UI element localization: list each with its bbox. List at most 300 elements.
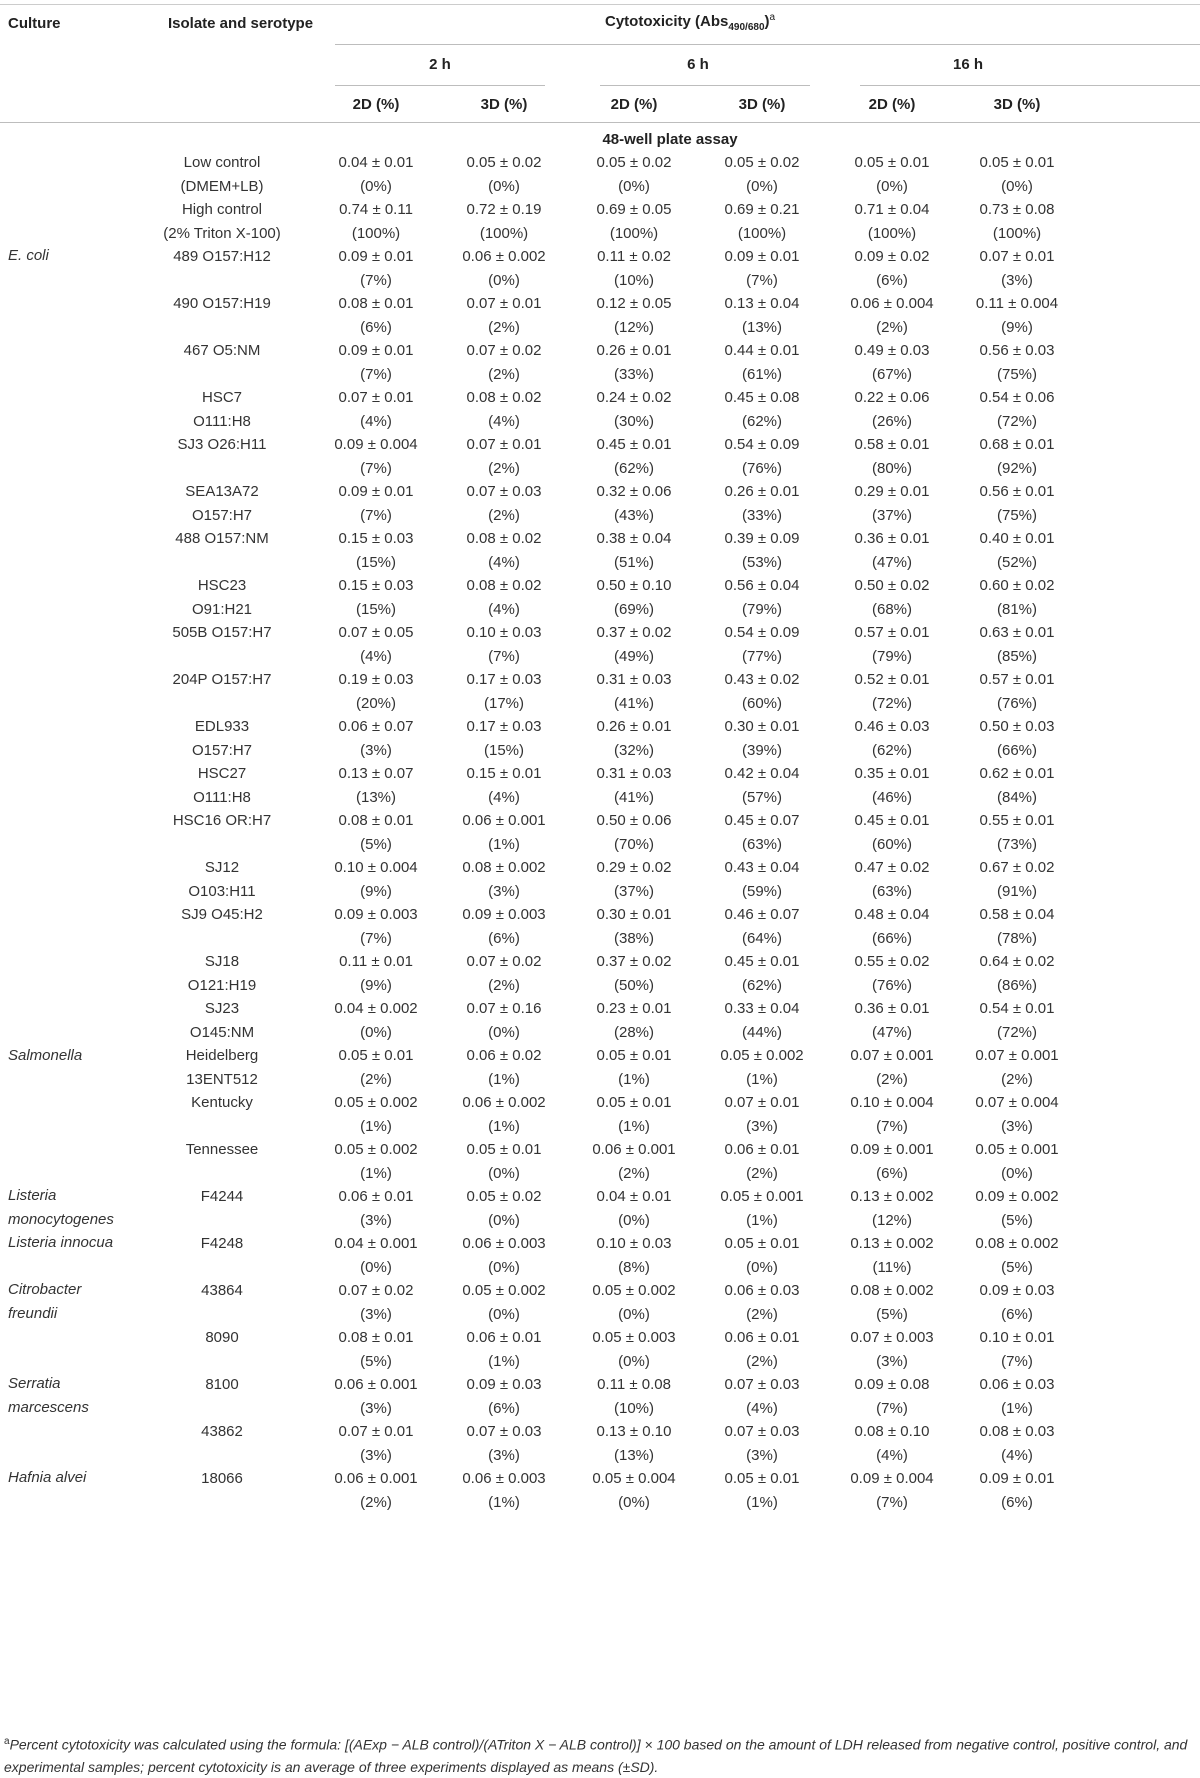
- isolate-line-1: SJ9 O45:H2: [181, 906, 263, 923]
- cell-percent: (2%): [618, 1164, 650, 1182]
- cell-value: 0.19 ± 0.03: [338, 671, 414, 688]
- cell-value: 0.68 ± 0.01: [979, 436, 1055, 453]
- cell-value: 0.36 ± 0.01: [854, 1000, 930, 1017]
- cell-value: 0.60 ± 0.02: [979, 577, 1055, 594]
- cell-percent: (8%): [618, 1258, 650, 1276]
- isolate-line-1: HSC7: [201, 389, 243, 406]
- isolate-line-1: 43862: [201, 1423, 243, 1440]
- cell-percent: (4%): [746, 1399, 778, 1417]
- cell-value: 0.05 ± 0.002: [462, 1282, 546, 1299]
- cell-percent: (2%): [488, 459, 520, 477]
- cell-value: 0.07 ± 0.01: [724, 1094, 800, 1111]
- cell-percent: (72%): [871, 694, 913, 712]
- cell-percent: (3%): [1001, 1117, 1033, 1135]
- header-col-2h-3d: 3D (%): [480, 96, 528, 113]
- cell-percent: (3%): [876, 1352, 908, 1370]
- cell-value: 0.06 ± 0.07: [338, 718, 414, 735]
- cell-percent: (79%): [741, 600, 783, 618]
- isolate-line-1: High control: [181, 201, 263, 218]
- cell-percent: (7%): [746, 271, 778, 289]
- cell-percent: (2%): [876, 318, 908, 336]
- cell-percent: (4%): [1001, 1446, 1033, 1464]
- cell-value: 0.09 ± 0.01: [724, 248, 800, 265]
- cell-value: 0.29 ± 0.01: [854, 483, 930, 500]
- cell-value: 0.54 ± 0.06: [979, 389, 1055, 406]
- header-isolate: Isolate and serotype: [168, 15, 314, 32]
- header-col-16h-2d: 2D (%): [868, 96, 916, 113]
- cell-percent: (7%): [360, 506, 392, 524]
- cell-value: 0.06 ± 0.004: [850, 295, 934, 312]
- culture-name: Salmonella: [8, 1047, 83, 1064]
- cell-value: 0.15 ± 0.03: [338, 530, 414, 547]
- cell-percent: (68%): [871, 600, 913, 618]
- cell-percent: (3%): [488, 1446, 520, 1464]
- cell-percent: (1%): [488, 1352, 520, 1370]
- cell-value: 0.08 ± 0.02: [466, 577, 542, 594]
- cell-percent: (7%): [360, 459, 392, 477]
- cell-value: 0.62 ± 0.01: [979, 765, 1055, 782]
- cell-percent: (62%): [613, 459, 655, 477]
- isolate-line-1: Heidelberg: [185, 1047, 259, 1064]
- cell-percent: (10%): [613, 1399, 655, 1417]
- cell-percent: (43%): [613, 506, 655, 524]
- cell-value: 0.09 ± 0.03: [979, 1282, 1055, 1299]
- cell-value: 0.67 ± 0.02: [979, 859, 1055, 876]
- header-col-6h-2d: 2D (%): [610, 96, 658, 113]
- cell-value: 0.47 ± 0.02: [854, 859, 930, 876]
- cell-value: 0.06 ± 0.01: [724, 1329, 800, 1346]
- cell-percent: (7%): [360, 271, 392, 289]
- cell-percent: (9%): [360, 882, 392, 900]
- cell-value: 0.08 ± 0.01: [338, 812, 414, 829]
- section-title: 48-well plate assay: [602, 131, 738, 148]
- culture-name: Listeria innocua: [8, 1234, 114, 1251]
- cell-percent: (0%): [360, 1023, 392, 1041]
- culture-name: E. coli: [8, 247, 49, 264]
- cell-percent: (3%): [488, 882, 520, 900]
- cell-value: 0.08 ± 0.02: [466, 389, 542, 406]
- cell-percent: (100%): [867, 224, 917, 242]
- cell-value: 0.07 ± 0.02: [466, 953, 542, 970]
- cell-value: 0.08 ± 0.002: [975, 1235, 1059, 1252]
- cell-value: 0.07 ± 0.02: [338, 1282, 414, 1299]
- cell-percent: (1%): [488, 1493, 520, 1511]
- cell-value: 0.17 ± 0.03: [466, 718, 542, 735]
- cell-percent: (73%): [996, 835, 1038, 853]
- cell-percent: (86%): [996, 976, 1038, 994]
- cell-percent: (6%): [488, 1399, 520, 1417]
- isolate-line-1: HSC16 OR:H7: [172, 812, 272, 829]
- culture-name: Hafnia alvei: [8, 1469, 87, 1486]
- cell-value: 0.37 ± 0.02: [596, 624, 672, 641]
- cell-percent: (79%): [871, 647, 913, 665]
- cell-percent: (1%): [488, 1117, 520, 1135]
- cell-percent: (6%): [360, 318, 392, 336]
- cell-percent: (81%): [996, 600, 1038, 618]
- cell-percent: (49%): [613, 647, 655, 665]
- cell-value: 0.05 ± 0.001: [975, 1141, 1059, 1158]
- cell-value: 0.08 ± 0.01: [338, 1329, 414, 1346]
- cell-value: 0.24 ± 0.02: [596, 389, 672, 406]
- cell-value: 0.05 ± 0.01: [596, 1047, 672, 1064]
- cell-value: 0.57 ± 0.01: [854, 624, 930, 641]
- cell-percent: (2%): [1001, 1070, 1033, 1088]
- cell-value: 0.11 ± 0.01: [339, 953, 413, 970]
- cell-value: 0.57 ± 0.01: [979, 671, 1055, 688]
- cell-percent: (2%): [488, 365, 520, 383]
- culture-name: Serratia marcescens: [8, 1375, 89, 1416]
- cell-value: 0.09 ± 0.004: [334, 436, 418, 453]
- cell-percent: (4%): [360, 412, 392, 430]
- cell-value: 0.07 ± 0.01: [338, 389, 414, 406]
- cell-percent: (28%): [613, 1023, 655, 1041]
- cell-value: 0.08 ± 0.01: [338, 295, 414, 312]
- cell-percent: (7%): [876, 1493, 908, 1511]
- cell-value: 0.07 ± 0.03: [466, 1423, 542, 1440]
- table-top-rule: [0, 4, 1200, 5]
- cell-value: 0.07 ± 0.01: [466, 436, 542, 453]
- cell-percent: (100%): [479, 224, 529, 242]
- cell-percent: (62%): [741, 412, 783, 430]
- cell-value: 0.50 ± 0.03: [979, 718, 1055, 735]
- cell-percent: (6%): [876, 271, 908, 289]
- isolate-line-2: O103:H11: [188, 882, 256, 900]
- cell-value: 0.09 ± 0.01: [338, 342, 414, 359]
- cell-value: 0.10 ± 0.01: [979, 1329, 1055, 1346]
- isolate-line-2: O91:H21: [191, 600, 253, 618]
- cell-percent: (9%): [360, 976, 392, 994]
- cell-percent: (77%): [741, 647, 783, 665]
- cell-percent: (3%): [746, 1117, 778, 1135]
- cell-percent: (30%): [613, 412, 655, 430]
- cell-percent: (0%): [488, 1305, 520, 1323]
- cell-value: 0.54 ± 0.09: [724, 436, 800, 453]
- cell-value: 0.07 ± 0.003: [850, 1329, 934, 1346]
- cell-value: 0.44 ± 0.01: [724, 342, 800, 359]
- cell-percent: (2%): [488, 318, 520, 336]
- cell-value: 0.29 ± 0.02: [596, 859, 672, 876]
- isolate-line-1: 18066: [201, 1470, 243, 1487]
- cell-percent: (69%): [613, 600, 655, 618]
- cell-value: 0.05 ± 0.004: [592, 1470, 676, 1487]
- cell-percent: (7%): [876, 1399, 908, 1417]
- cell-value: 0.05 ± 0.003: [592, 1329, 676, 1346]
- cell-value: 0.09 ± 0.01: [338, 483, 414, 500]
- cell-percent: (3%): [360, 1211, 392, 1229]
- cell-value: 0.08 ± 0.002: [462, 859, 546, 876]
- cell-value: 0.13 ± 0.002: [850, 1235, 934, 1252]
- cell-value: 0.55 ± 0.01: [979, 812, 1055, 829]
- cell-percent: (39%): [741, 741, 783, 759]
- cell-value: 0.05 ± 0.01: [338, 1047, 414, 1064]
- cell-percent: (9%): [1001, 318, 1033, 336]
- header-rule-16h: [860, 85, 1200, 86]
- cell-percent: (0%): [488, 177, 520, 195]
- cell-percent: (2%): [876, 1070, 908, 1088]
- isolate-line-1: Kentucky: [191, 1094, 253, 1111]
- cell-value: 0.08 ± 0.02: [466, 530, 542, 547]
- header-cytotoxicity: Cytotoxicity $(Abs_{490/680})^a$: [605, 12, 776, 33]
- cell-percent: (7%): [876, 1117, 908, 1135]
- cell-percent: (3%): [1001, 271, 1033, 289]
- cell-value: 0.17 ± 0.03: [466, 671, 542, 688]
- cell-value: 0.74 ± 0.11: [339, 201, 413, 218]
- table-footnote: $^a$Percent cytotoxicity was calculated using the formula: [(AExp − ALB control)/(ATriton X − ALB control)] × 100 based on the amount of LDH released from negative control, positive control, and experimental samples; percent cytotoxicity is an average of three experiments displayed as means (±SD).: [4, 1736, 1188, 1775]
- header-rule-6h: [600, 85, 810, 86]
- cell-percent: (5%): [360, 1352, 392, 1370]
- cell-percent: (50%): [613, 976, 655, 994]
- isolate-line-2: (DMEM+LB): [180, 177, 264, 195]
- cell-percent: (37%): [613, 882, 655, 900]
- cell-value: 0.11 ± 0.08: [597, 1376, 671, 1393]
- cell-value: 0.05 ± 0.001: [720, 1188, 804, 1205]
- cell-value: 0.06 ± 0.002: [462, 248, 546, 265]
- cell-value: 0.26 ± 0.01: [724, 483, 800, 500]
- cell-percent: (60%): [741, 694, 783, 712]
- cell-value: 0.06 ± 0.002: [462, 1094, 546, 1111]
- header-col-2h-2d: 2D (%): [352, 96, 400, 113]
- cell-value: 0.08 ± 0.002: [850, 1282, 934, 1299]
- cell-value: 0.63 ± 0.01: [979, 624, 1055, 641]
- cell-percent: (20%): [355, 694, 397, 712]
- cell-percent: (3%): [360, 741, 392, 759]
- cell-value: 0.09 ± 0.004: [850, 1470, 934, 1487]
- cell-value: 0.05 ± 0.01: [596, 1094, 672, 1111]
- cell-value: 0.58 ± 0.04: [979, 906, 1055, 923]
- isolate-line-1: 488 O157:NM: [175, 530, 269, 547]
- cell-value: 0.05 ± 0.002: [334, 1141, 418, 1158]
- cell-percent: (1%): [746, 1070, 778, 1088]
- cell-value: 0.09 ± 0.08: [854, 1376, 930, 1393]
- cell-percent: (63%): [871, 882, 913, 900]
- cell-percent: (3%): [360, 1305, 392, 1323]
- cell-value: 0.50 ± 0.10: [596, 577, 672, 594]
- cell-percent: (1%): [618, 1070, 650, 1088]
- isolate-line-1: 489 O157:H12: [173, 248, 271, 265]
- cell-percent: (2%): [746, 1305, 778, 1323]
- cell-percent: (32%): [613, 741, 655, 759]
- isolate-line-2: O111:H8: [193, 788, 251, 806]
- cell-percent: (76%): [871, 976, 913, 994]
- cell-percent: (7%): [1001, 1352, 1033, 1370]
- cell-percent: (76%): [741, 459, 783, 477]
- cell-percent: (0%): [488, 1258, 520, 1276]
- cell-value: 0.13 ± 0.07: [338, 765, 414, 782]
- cell-value: 0.39 ± 0.09: [724, 530, 800, 547]
- isolate-line-2: 13ENT512: [186, 1070, 258, 1088]
- cell-percent: (62%): [871, 741, 913, 759]
- isolate-line-2: O157:H7: [191, 741, 253, 759]
- cell-value: 0.06 ± 0.001: [334, 1470, 418, 1487]
- cell-value: 0.06 ± 0.03: [979, 1376, 1055, 1393]
- cell-percent: (3%): [746, 1446, 778, 1464]
- cell-value: 0.07 ± 0.16: [466, 1000, 542, 1017]
- cell-percent: (60%): [871, 835, 913, 853]
- cell-value: 0.48 ± 0.04: [854, 906, 930, 923]
- cell-percent: (1%): [746, 1211, 778, 1229]
- cell-percent: (38%): [613, 929, 655, 947]
- cell-value: 0.45 ± 0.07: [724, 812, 800, 829]
- cell-percent: (0%): [488, 1023, 520, 1041]
- cell-percent: (33%): [613, 365, 655, 383]
- cell-value: 0.07 ± 0.03: [724, 1376, 800, 1393]
- cell-percent: (12%): [871, 1211, 913, 1229]
- cell-value: 0.33 ± 0.04: [724, 1000, 800, 1017]
- cell-value: 0.05 ± 0.02: [466, 154, 542, 171]
- cell-percent: (70%): [613, 835, 655, 853]
- cell-value: 0.06 ± 0.001: [334, 1376, 418, 1393]
- cell-percent: (0%): [488, 1211, 520, 1229]
- cell-value: 0.07 ± 0.03: [724, 1423, 800, 1440]
- cell-percent: (2%): [488, 976, 520, 994]
- cell-percent: (75%): [996, 506, 1038, 524]
- cell-percent: (41%): [613, 694, 655, 712]
- cell-value: 0.13 ± 0.002: [850, 1188, 934, 1205]
- cell-percent: (51%): [613, 553, 655, 571]
- cell-value: 0.06 ± 0.001: [592, 1141, 676, 1158]
- header-col-6h-3d: 3D (%): [738, 96, 786, 113]
- cell-value: 0.05 ± 0.01: [854, 154, 930, 171]
- cell-percent: (1%): [360, 1164, 392, 1182]
- cell-value: 0.72 ± 0.19: [466, 201, 542, 218]
- cell-value: 0.06 ± 0.01: [724, 1141, 800, 1158]
- cell-percent: (0%): [360, 1258, 392, 1276]
- isolate-line-1: SJ12: [204, 859, 240, 876]
- cell-value: 0.04 ± 0.01: [338, 154, 414, 171]
- cell-value: 0.26 ± 0.01: [596, 718, 672, 735]
- cell-value: 0.06 ± 0.02: [466, 1047, 542, 1064]
- cell-percent: (1%): [1001, 1399, 1033, 1417]
- cell-value: 0.71 ± 0.04: [854, 201, 930, 218]
- cell-value: 0.09 ± 0.01: [979, 1470, 1055, 1487]
- cell-value: 0.08 ± 0.03: [979, 1423, 1055, 1440]
- cell-percent: (3%): [360, 1399, 392, 1417]
- cell-percent: (0%): [360, 177, 392, 195]
- cell-value: 0.05 ± 0.02: [596, 154, 672, 171]
- cell-percent: (84%): [996, 788, 1038, 806]
- header-time-2h: 2 h: [429, 56, 451, 73]
- isolate-line-1: EDL933: [194, 718, 250, 735]
- cell-value: 0.09 ± 0.003: [462, 906, 546, 923]
- cell-value: 0.37 ± 0.02: [596, 953, 672, 970]
- cell-percent: (100%): [992, 224, 1042, 242]
- cell-value: 0.06 ± 0.01: [338, 1188, 414, 1205]
- cell-value: 0.36 ± 0.01: [854, 530, 930, 547]
- isolate-line-2: O121:H19: [187, 976, 257, 994]
- cell-value: 0.56 ± 0.01: [979, 483, 1055, 500]
- cell-percent: (4%): [360, 647, 392, 665]
- cell-value: 0.73 ± 0.08: [979, 201, 1055, 218]
- cell-value: 0.69 ± 0.21: [724, 201, 800, 218]
- cell-value: 0.08 ± 0.10: [854, 1423, 930, 1440]
- header-culture: Culture: [8, 15, 61, 32]
- cell-value: 0.55 ± 0.02: [854, 953, 930, 970]
- cell-value: 0.05 ± 0.002: [720, 1047, 804, 1064]
- cell-percent: (0%): [1001, 1164, 1033, 1182]
- cell-percent: (7%): [360, 365, 392, 383]
- cell-percent: (0%): [746, 177, 778, 195]
- cell-value: 0.54 ± 0.01: [979, 1000, 1055, 1017]
- cell-value: 0.11 ± 0.02: [597, 248, 671, 265]
- cell-percent: (4%): [876, 1446, 908, 1464]
- cell-value: 0.56 ± 0.03: [979, 342, 1055, 359]
- cell-percent: (53%): [741, 553, 783, 571]
- isolate-line-1: 505B O157:H7: [172, 624, 272, 641]
- isolate-line-1: SEA13A72: [185, 483, 259, 500]
- cell-percent: (33%): [741, 506, 783, 524]
- cell-value: 0.07 ± 0.004: [975, 1094, 1059, 1111]
- cell-value: 0.12 ± 0.05: [596, 295, 672, 312]
- cell-percent: (13%): [741, 318, 783, 336]
- cell-percent: (1%): [360, 1117, 392, 1135]
- cell-value: 0.15 ± 0.03: [338, 577, 414, 594]
- cell-percent: (1%): [746, 1493, 778, 1511]
- cell-value: 0.15 ± 0.01: [466, 765, 542, 782]
- cell-value: 0.07 ± 0.001: [850, 1047, 934, 1064]
- cell-percent: (64%): [741, 929, 783, 947]
- cell-value: 0.56 ± 0.04: [724, 577, 800, 594]
- cell-value: 0.30 ± 0.01: [724, 718, 800, 735]
- cell-value: 0.54 ± 0.09: [724, 624, 800, 641]
- cell-value: 0.09 ± 0.001: [850, 1141, 934, 1158]
- cell-percent: (10%): [613, 271, 655, 289]
- cell-percent: (44%): [741, 1023, 783, 1041]
- cell-value: 0.05 ± 0.002: [592, 1282, 676, 1299]
- cell-percent: (13%): [355, 788, 397, 806]
- cell-percent: (6%): [488, 929, 520, 947]
- cell-percent: (62%): [741, 976, 783, 994]
- cell-percent: (2%): [488, 506, 520, 524]
- cell-value: 0.06 ± 0.01: [466, 1329, 542, 1346]
- isolate-line-1: SJ3 O26:H11: [177, 436, 267, 453]
- cell-percent: (47%): [871, 553, 913, 571]
- cell-percent: (17%): [483, 694, 525, 712]
- cell-percent: (66%): [871, 929, 913, 947]
- isolate-line-1: 8100: [205, 1376, 239, 1393]
- cell-value: 0.13 ± 0.10: [596, 1423, 672, 1440]
- cell-percent: (13%): [613, 1446, 655, 1464]
- cell-value: 0.05 ± 0.01: [724, 1470, 800, 1487]
- isolate-line-1: 204P O157:H7: [172, 671, 272, 688]
- cell-value: 0.52 ± 0.01: [854, 671, 930, 688]
- isolate-line-1: 8090: [205, 1329, 239, 1346]
- cell-percent: (7%): [360, 929, 392, 947]
- cell-value: 0.26 ± 0.01: [596, 342, 672, 359]
- cell-percent: (52%): [996, 553, 1038, 571]
- cell-value: 0.22 ± 0.06: [854, 389, 930, 406]
- cell-percent: (92%): [996, 459, 1038, 477]
- cell-value: 0.30 ± 0.01: [596, 906, 672, 923]
- cell-value: 0.04 ± 0.01: [596, 1188, 672, 1205]
- cell-percent: (59%): [741, 882, 783, 900]
- cell-value: 0.50 ± 0.06: [596, 812, 672, 829]
- isolate-line-1: SJ18: [204, 953, 240, 970]
- cell-value: 0.06 ± 0.003: [462, 1470, 546, 1487]
- cell-percent: (1%): [488, 1070, 520, 1088]
- cell-percent: (0%): [618, 1352, 650, 1370]
- header-rule-2h: [335, 85, 545, 86]
- cell-percent: (11%): [872, 1258, 912, 1276]
- cell-value: 0.07 ± 0.02: [466, 342, 542, 359]
- isolate-line-2: O145:NM: [189, 1023, 255, 1041]
- cell-value: 0.07 ± 0.03: [466, 483, 542, 500]
- isolate-line-1: 490 O157:H19: [173, 295, 271, 312]
- isolate-line-1: 43864: [201, 1282, 243, 1299]
- cell-percent: (4%): [488, 788, 520, 806]
- cell-value: 0.10 ± 0.03: [466, 624, 542, 641]
- cell-percent: (6%): [1001, 1305, 1033, 1323]
- cell-value: 0.43 ± 0.04: [724, 859, 800, 876]
